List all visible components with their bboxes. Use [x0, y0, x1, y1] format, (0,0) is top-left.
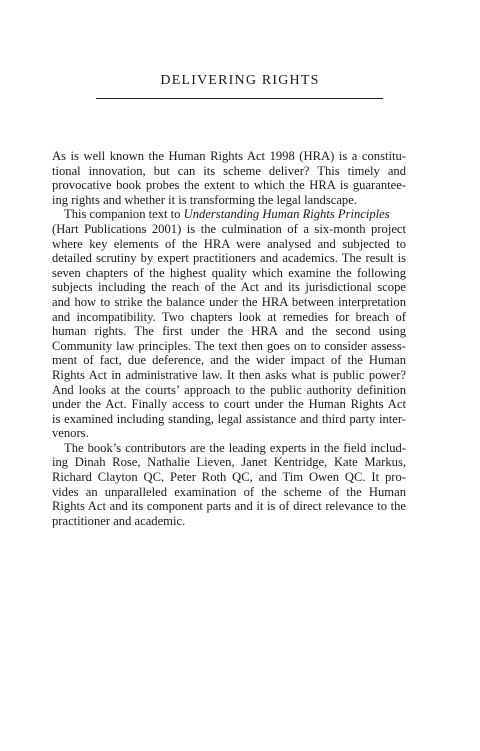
body-line: under the Act. Finally access to court under the Human Rights Act — [52, 397, 406, 412]
body-line: is examined including standing, legal assistance and third party inter- — [52, 411, 406, 426]
body-line: Rights Act in administrative law. It then asks what is public power? — [52, 367, 406, 382]
body-line: Community law principles. The text then goes on to consider assess- — [52, 338, 406, 353]
body-line: subjects including the reach of the Act and its jurisdictional scope — [52, 280, 406, 295]
body-line: vides an unparalleled examination of the scheme of the Human — [52, 484, 406, 499]
title-rule — [96, 98, 383, 99]
body-line: (Hart Publications 2001) is the culmination of a six-month project — [52, 221, 406, 236]
body-line: tional innovation, but can its scheme deliver? This timely and — [52, 163, 406, 178]
body-line: Rights Act and its component parts and it is of direct relevance to the — [52, 499, 406, 514]
body-line: and incompatibility. Two chapters look at remedies for breach of — [52, 309, 406, 324]
body-line: human rights. The first under the HRA and the second using — [52, 324, 406, 339]
body-line: practitioner and academic. — [52, 513, 186, 528]
body-line: ing Dinah Rose, Nathalie Lieven, Janet Kentridge, Kate Markus, — [52, 455, 406, 470]
body-line: detailed scrutiny by expert practitioners and academics. The result is — [52, 251, 406, 266]
body-line: where key elements of the HRA were analysed and subjected to — [52, 236, 406, 251]
body-line: ing rights and whether it is transforming the legal landscape. — [52, 192, 357, 207]
body-line: and how to strike the balance under the HRA between interpretation — [52, 294, 406, 309]
body-text-run: This companion text to — [64, 207, 184, 222]
body-line: And looks at the courts’ approach to the public authority definition — [52, 382, 406, 397]
body-line: Richard Clayton QC, Peter Roth QC, and Tim Owen QC. It pro- — [52, 470, 406, 485]
body-line: provocative book probes the extent to which the HRA is guarantee- — [52, 178, 406, 193]
body-line — [52, 207, 406, 222]
page-title: DELIVERING RIGHTS — [160, 73, 320, 88]
body-line: The book’s contributors are the leading experts in the field includ- — [64, 440, 406, 455]
body-line: venors. — [52, 426, 89, 441]
body-line: seven chapters of the highest quality which examine the following — [52, 265, 406, 280]
body-line: ment of fact, due deference, and the wider impact of the Human — [52, 353, 406, 368]
body-text — [52, 149, 406, 528]
body-line: As is well known the Human Rights Act 1998 (HRA) is a constitu- — [52, 149, 406, 163]
book-title-italic: Understanding Human Rights Principles — [183, 207, 390, 222]
